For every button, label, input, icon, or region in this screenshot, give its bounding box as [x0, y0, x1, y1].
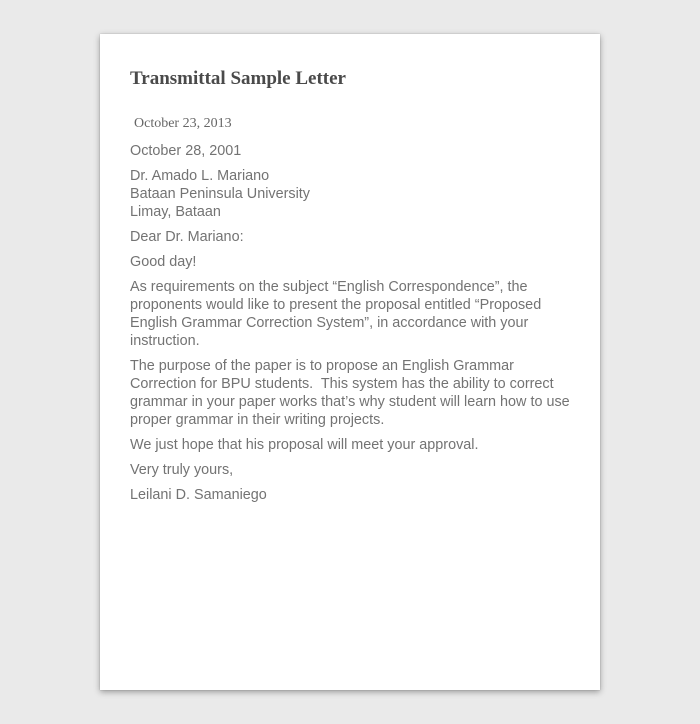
salutation: Dear Dr. Mariano: [130, 229, 244, 245]
signature-name: Leilani D. Samaniego [130, 487, 267, 503]
paragraph-purpose: The purpose of the paper is to propose an English Grammar Correction for BPU students. This system has the ability to correct grammar in your paper works that’s why student will learn how to use proper grammar in their writing projects. [130, 358, 574, 428]
recipient-location: Limay, Bataan [130, 204, 221, 220]
recipient-address [130, 167, 580, 221]
header-date: October 23, 2013 [134, 116, 232, 131]
recipient-institution: Bataan Peninsula University [130, 186, 310, 202]
closing: Very truly yours, [130, 462, 234, 478]
letter-page [100, 34, 600, 690]
greeting: Good day! [130, 254, 197, 270]
letter-date: October 28, 2001 [130, 143, 242, 159]
letter-body [130, 142, 580, 511]
paragraph-approval: We just hope that his proposal will meet your approval. [130, 437, 479, 453]
paragraph-requirements: As requirements on the subject “English Correspondence”, the proponents would like to present the proposal entitled “Proposed English Grammar Correction System”, in accordance with your instruction. [130, 279, 542, 349]
document-title: Transmittal Sample Letter [130, 68, 346, 89]
recipient-name: Dr. Amado L. Mariano [130, 168, 270, 184]
